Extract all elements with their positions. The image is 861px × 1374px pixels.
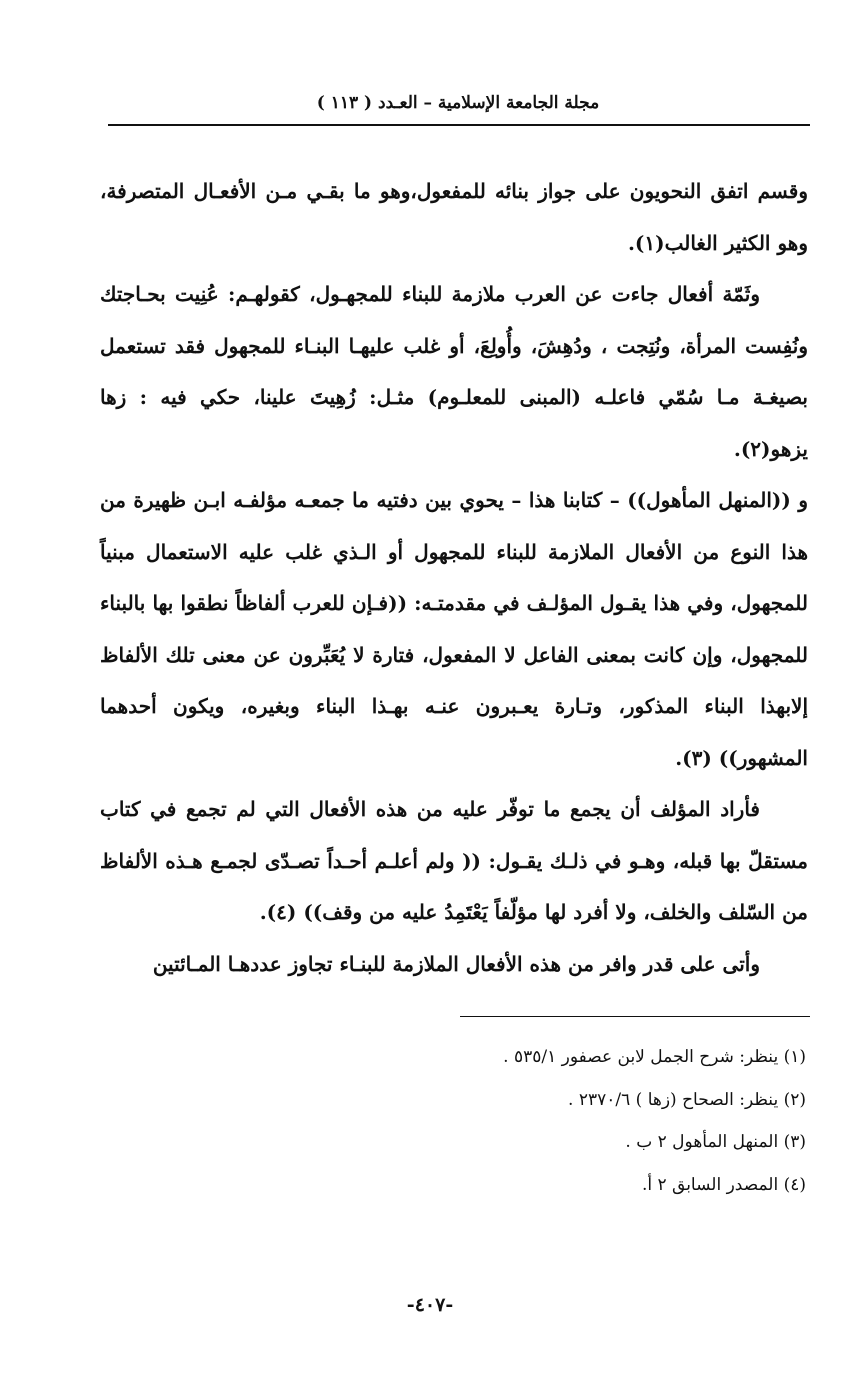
footnote-divider — [460, 1016, 810, 1017]
page-number: -٤٠٧- — [406, 1294, 454, 1316]
paragraph-3: و ((المنهل المأهول)) – كتابنا هذا – يحوي بين دفتيه ما جمعـه مؤلفـه ابـن ظهيرة من هذا النوع من الأفعال الملازمة للبناء للمجهول أو الـذي غلب عليه الاستعمال مبنياً للمجهول، وفي هذا يقـول المؤلـف في مقدمتـه: ((فـإن للعرب ألفاظاً نطقوا بها بالبناء للمجهول، وإن كانت بمعنى الفاعل لا المفعول، فتارة لا يُعَبِّرون عن معنى تلك الألفاظ إلابهذا البناء المذكور، وتـارة يعـبرون عنـه بهـذا البناء وبغيره، ويكون أحدهما المشهور)) (٣). — [100, 488, 808, 770]
header-divider — [108, 124, 810, 126]
paragraph-4: فأراد المؤلف أن يجمع ما توفّر عليه من هذه الأفعال التي لم تجمع في كتاب مستقلّ بها قبله، وهـو في ذلـك يقـول: (( ولم أعلـم أحـداً تصـدّى لجمـع هـذه الألفاظ من السّلف والخلف، ولا أفرد لها مؤلّفاً يَعْتَمِدُ عليه من وقف)) (٤). — [100, 797, 808, 924]
journal-header: مجلة الجامعة الإسلامية – العـدد ( ١١٣ ) — [316, 93, 600, 113]
footnote-4: (٤) المصدر السابق ٢ أ. — [641, 1174, 806, 1195]
footnote-3: (٣) المنهل المأهول ٢ ب . — [625, 1132, 806, 1152]
footnote-2: (٢) ينظر: الصحاح (زها ) ٢٣٧٠/٦ . — [568, 1089, 806, 1110]
paragraph-1: وقسم اتفق النحويون على جواز بنائه للمفعول،وهو ما بقـي مـن الأفعـال المتصرفة، وهو الكثير الغالب(١). — [100, 179, 808, 255]
footnote-1: (١) ينظر: شرح الجمل لابن عصفور ٥٣٥/١ . — [503, 1047, 806, 1067]
paragraph-2: وثَمّة أفعال جاءت عن العرب ملازمة للبناء للمجهـول، كقولهـم: عُنِيت بحـاجتك ونُفِست المرأة، ونُتِجت ، ودُهِشَ، وأُولِعَ، أو غلب عليهـا البنـاء للمجهول فقد تستعمل بصيغـة مـا سُمّي فاعلـه (المبنى للمعلـوم) مثـل: زُهِيتَ علينا، حكي فيه : زها يزهو(٢). — [100, 282, 808, 461]
paragraph-5: وأتى على قدر وافر من هذه الأفعال الملازمة للبنـاء تجاوز عددهـا المـائتين — [152, 951, 760, 976]
footnotes — [330, 1036, 806, 1206]
body-text — [100, 166, 808, 990]
